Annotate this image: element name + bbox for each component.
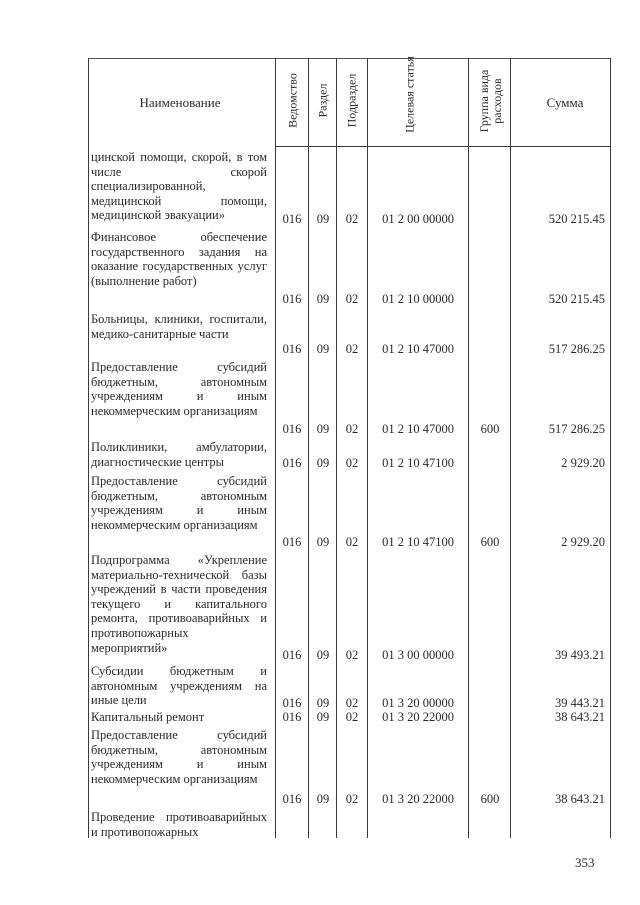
cell-podrazdel: 02	[345, 710, 359, 724]
cell-razdel: 09	[316, 648, 330, 662]
cell-celevaya: 01 2 10 47100	[382, 535, 454, 549]
header-vedomstvo: Ведомство	[285, 73, 300, 128]
cell-summa: 39 443.21	[555, 696, 605, 710]
cell-razdel: 09	[316, 292, 330, 306]
cell-celevaya: 01 2 10 47000	[382, 422, 454, 436]
row-name: Подпрограмма «Укрепление материально-технической базы учреждений в части проведения текущего и капитального ремонта, противоаварийных и противопожарных мероприятий»	[91, 553, 267, 655]
cell-razdel: 09	[316, 342, 330, 356]
cell-podrazdel: 02	[345, 456, 359, 470]
cell-razdel: 09	[316, 212, 330, 226]
row-name: Капитальный ремонт	[91, 710, 205, 724]
cell-podrazdel: 02	[345, 212, 359, 226]
header-podrazdel: Подраздел	[344, 73, 359, 128]
cell-podrazdel: 02	[345, 535, 359, 549]
cell-podrazdel: 02	[345, 292, 359, 306]
cell-summa: 517 286.25	[548, 342, 605, 356]
cell-razdel: 09	[316, 792, 330, 806]
row-name: Субсидии бюджетным и автономным учреждениям на иные цели	[91, 664, 267, 708]
cell-podrazdel: 02	[345, 342, 359, 356]
cell-vedomstvo: 016	[282, 535, 302, 549]
row-name: Предоставление субсидий бюджетным, автономным учреждениям и иным некоммерческим организациям	[91, 728, 267, 786]
col-line-6	[510, 58, 511, 838]
cell-summa: 520 215.45	[548, 292, 605, 306]
cell-celevaya: 01 3 20 22000	[382, 792, 454, 806]
header-name: Наименование	[139, 95, 221, 110]
cell-vedomstvo: 016	[282, 212, 302, 226]
row-name: Больницы, клиники, госпитали, медико-санитарные части	[91, 312, 267, 341]
cell-vedomstvo: 016	[282, 422, 302, 436]
cell-summa: 38 643.21	[555, 792, 605, 806]
cell-podrazdel: 02	[345, 696, 359, 710]
cell-summa: 517 286.25	[548, 422, 605, 436]
cell-vedomstvo: 016	[282, 342, 302, 356]
cell-celevaya: 01 2 10 47100	[382, 456, 454, 470]
col-line-7	[610, 58, 611, 838]
cell-vedomstvo: 016	[282, 792, 302, 806]
row-name: Проведение противоаварийных и противопожарных	[91, 810, 267, 839]
cell-summa: 39 493.21	[555, 648, 605, 662]
row-name: Предоставление субсидий бюджетным, автономным учреждениям и иным некоммерческим организациям	[91, 360, 267, 418]
header-razdel: Раздел	[315, 83, 330, 118]
cell-razdel: 09	[316, 710, 330, 724]
cell-razdel: 09	[316, 535, 330, 549]
row-name: Поликлиники, амбулатории, диагностические центры	[91, 440, 267, 469]
col-line-0	[88, 58, 89, 838]
cell-summa: 2 929.20	[561, 456, 605, 470]
cell-vedomstvo: 016	[282, 710, 302, 724]
cell-vedomstvo: 016	[282, 696, 302, 710]
header-summa: Сумма	[546, 95, 584, 110]
cell-summa: 2 929.20	[561, 535, 605, 549]
cell-podrazdel: 02	[345, 792, 359, 806]
cell-celevaya: 01 2 10 47000	[382, 342, 454, 356]
cell-summa: 38 643.21	[555, 710, 605, 724]
header-gruppa: Группа вида расходов	[477, 69, 504, 133]
cell-gruppa: 600	[480, 792, 500, 806]
col-line-5	[468, 58, 469, 838]
cell-celevaya: 01 3 20 22000	[382, 710, 454, 724]
header-bottom-rule	[275, 146, 611, 147]
header-celevaya: Целевая статья	[402, 56, 417, 133]
cell-podrazdel: 02	[345, 648, 359, 662]
cell-vedomstvo: 016	[282, 292, 302, 306]
cell-vedomstvo: 016	[282, 456, 302, 470]
row-name: Финансовое обеспечение государственного задания на оказание государственных услуг (выполнение работ)	[91, 230, 267, 288]
cell-razdel: 09	[316, 456, 330, 470]
row-name: Предоставление субсидий бюджетным, автономным учреждениям и иным некоммерческим организациям	[91, 474, 267, 532]
cell-gruppa: 600	[480, 422, 500, 436]
cell-celevaya: 01 3 00 00000	[382, 648, 454, 662]
cell-gruppa: 600	[480, 535, 500, 549]
cell-celevaya: 01 2 00 00000	[382, 212, 454, 226]
page-number: 353	[575, 855, 595, 870]
cell-summa: 520 215.45	[548, 212, 605, 226]
top-rule	[88, 58, 611, 59]
cell-celevaya: 01 2 10 00000	[382, 292, 454, 306]
row-name: цинской помощи, скорой, в том числе скорой специализированной, медицинской помощи, медицинской эвакуации»	[91, 150, 267, 223]
cell-vedomstvo: 016	[282, 648, 302, 662]
cell-razdel: 09	[316, 422, 330, 436]
cell-podrazdel: 02	[345, 422, 359, 436]
cell-razdel: 09	[316, 696, 330, 710]
cell-celevaya: 01 3 20 00000	[382, 696, 454, 710]
